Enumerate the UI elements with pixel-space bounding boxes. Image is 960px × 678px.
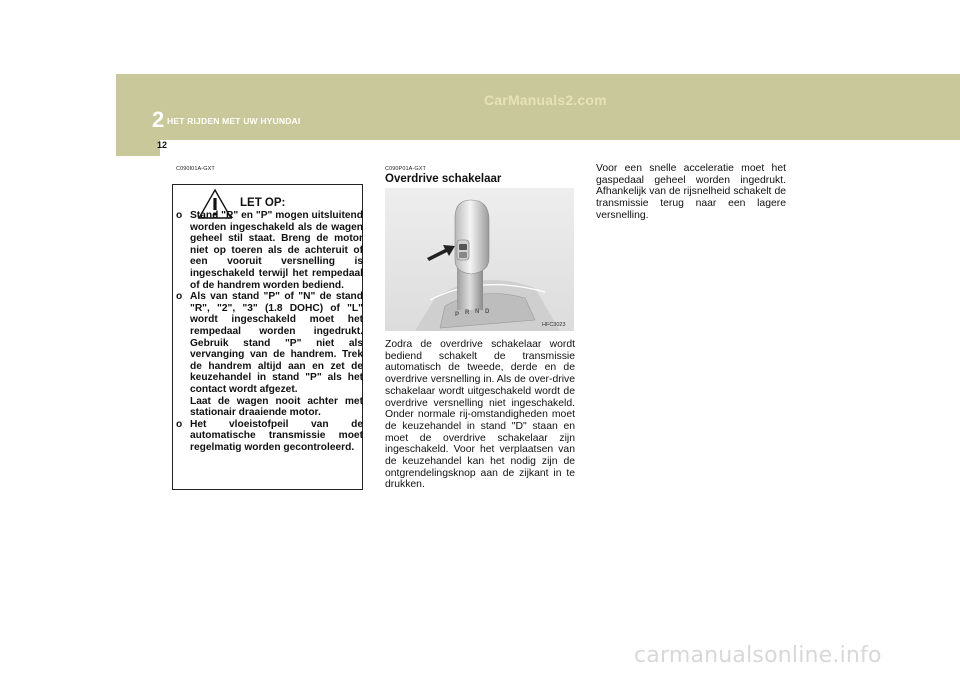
page-number: 12	[157, 140, 168, 150]
gear-shift-illustration	[385, 188, 574, 331]
warning-item-text: Stand "R" en "P" mogen uitsluitend worden ingeschakeld als de wagen geheel stil staat. Breng de motor niet op toeren als de achteruit of een vooruit versnelling is ingeschakeld terwijl het rempedaal of de handrem worden bediend.	[190, 210, 363, 291]
section-title: HET RIJDEN MET UW HYUNDAI	[167, 116, 301, 126]
svg-text:N: N	[475, 309, 480, 315]
warning-item-text: Laat de wagen nooit achter met stationair draaiende motor.	[190, 395, 363, 419]
warning-list	[176, 210, 363, 453]
figure-code: HFC3023	[542, 322, 566, 328]
warning-item	[176, 419, 363, 454]
warning-item	[176, 291, 363, 419]
svg-text:R: R	[465, 310, 470, 316]
warning-title: LET OP:	[240, 197, 286, 209]
right-column-body: Voor een snelle acceleratie moet het gaspedaal geheel worden ingedrukt. Afhankelijk van de rijsnelheid schakelt de transmissie terug naar een lagere versnelling.	[596, 163, 786, 221]
svg-text:D: D	[485, 309, 490, 315]
warning-code: C090I01A-GXT	[176, 166, 215, 172]
overdrive-body: Zodra de overdrive schakelaar wordt bediend schakelt de transmissie automatisch de tweede, derde en de overdrive versnelling in. Als de over-drive schakelaar wordt uitgeschakeld wordt de overdrive versnelling niet ingeschakeld. Onder normale rij-omstandigheden moet de keuzehandel in stand "D" staan en moet de overdrive schakelaar zijn ingeschakeld. Voor het verplaatsen van de keuzehandel kan het nodig zijn de ontgrendelingsknop aan de zijkant in te drukken.	[385, 339, 575, 491]
overdrive-title: Overdrive schakelaar	[385, 173, 502, 185]
section-number: 2	[152, 107, 165, 132]
warning-item	[176, 210, 363, 291]
warning-item-text: Als van stand "P" of "N" de stand "R", "2", "3" (1.8 DOHC) of "L" wordt ingeschakeld moet het rempedaal worden ingedrukt. Gebruik stand "P" niet als vervanging van de handrem. Trek de handrem altijd aan en zet de keuzehandel in stand "P" als het contact wordt afgezet.	[190, 291, 363, 395]
bullet-marker: o	[176, 418, 183, 430]
footer-watermark-link[interactable]: carmanualsonline.info	[634, 643, 882, 668]
bullet-marker: o	[176, 210, 183, 221]
warning-item-text: Het vloeistofpeil van de automatische transmissie moet regelmatig worden gecontroleerd.	[190, 418, 363, 453]
watermark-link[interactable]: CarManuals2.com	[484, 92, 607, 108]
overdrive-code: C090P01A-GXT	[385, 166, 426, 172]
bullet-marker: o	[176, 291, 183, 303]
svg-text:P: P	[455, 312, 460, 318]
header-band-tab	[116, 140, 160, 156]
